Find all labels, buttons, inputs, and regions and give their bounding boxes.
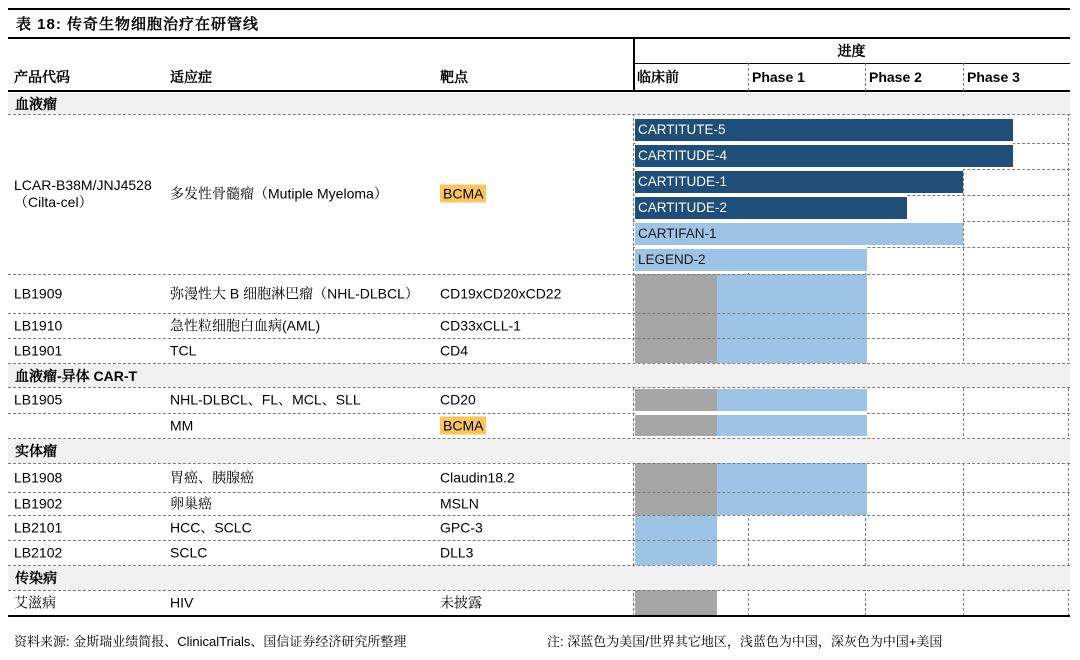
product-code: LB1905: [14, 391, 63, 408]
indication: TCL: [170, 342, 197, 358]
gridline: [8, 438, 1070, 439]
indication: 多发性骨髓瘤（Mutiple Myeloma）: [170, 185, 388, 202]
product-code: LB1910: [14, 317, 63, 333]
gridline: [748, 63, 749, 91]
target: [440, 417, 625, 434]
product-line2: （Cilta-cel）: [14, 194, 93, 210]
section-blood-allo-cart: 血液瘤-异体 CAR-T: [8, 364, 1070, 387]
col-indication: 适应症: [170, 68, 212, 85]
indication: HIV: [170, 594, 194, 611]
table-title: 表 18: 传奇生物细胞治疗在研管线: [16, 16, 260, 33]
product-code: [14, 177, 164, 211]
col-product: 产品代码: [14, 68, 70, 85]
target: CD20: [440, 391, 476, 408]
target: Claudin18.2: [440, 469, 515, 485]
col-preclinical: 临床前: [637, 68, 679, 85]
gridline: [8, 8, 1070, 10]
indication: SCLC: [170, 544, 208, 560]
gridline: [865, 63, 866, 91]
trial-label: CARTITUTE-5: [638, 122, 726, 137]
column-header-row: [0, 63, 1080, 90]
product-code: LB2101: [14, 519, 63, 535]
product-line1: LCAR-B38M/JNJ4528: [14, 177, 152, 193]
gridline: [8, 363, 1070, 364]
trial-label: CARTIFAN-1: [638, 226, 717, 241]
table-row: [0, 590, 1080, 616]
product-code: LB1902: [14, 495, 63, 511]
table-row: [0, 313, 1080, 338]
table-row: [0, 338, 1080, 363]
color-legend-note: 注: 深蓝色为美国/世界其它地区，浅蓝色为中国，深灰色为中国+美国: [547, 634, 943, 649]
target-value-highlighted: BCMA: [440, 416, 486, 434]
indication: 胃癌、胰腺癌: [170, 469, 254, 485]
target: CD19xCD20xCD22: [440, 285, 562, 301]
gridline: [633, 63, 1070, 64]
progress-group-header: 进度: [837, 43, 866, 59]
section-blood-tumor: 血液瘤: [8, 93, 1070, 114]
gridline: [963, 63, 964, 91]
trial-label: CARTITUDE-4: [638, 148, 728, 163]
section-solid-tumor: 实体瘤: [8, 439, 1070, 463]
gridline: [633, 39, 635, 91]
product-code: LB2102: [14, 544, 63, 560]
table-row: [0, 540, 1080, 565]
col-phase3: Phase 3: [967, 68, 1020, 85]
col-phase1: Phase 1: [752, 68, 805, 85]
target: GPC-3: [440, 519, 483, 535]
trial-label: LEGEND-2: [638, 252, 706, 267]
gridline: [8, 37, 1070, 39]
table-row: [0, 492, 1080, 515]
col-target: 靶点: [440, 68, 468, 85]
table-row: [0, 515, 1080, 540]
target: CD33xCLL-1: [440, 317, 521, 333]
table-row: [0, 274, 1080, 313]
table-row: [0, 413, 1080, 438]
target: CD4: [440, 342, 469, 358]
indication: NHL-DLBCL、FL、MCL、SLL: [170, 391, 361, 408]
product-code: LB1909: [14, 285, 63, 301]
product-code: 艾滋病: [14, 594, 56, 611]
table-row: [0, 115, 1080, 273]
table-row: [0, 463, 1080, 492]
target: MSLN: [440, 495, 479, 511]
target-value-highlighted: BCMA: [440, 185, 486, 203]
target: DLL3: [440, 544, 474, 560]
gridline: [8, 615, 1070, 617]
target: 未披露: [440, 594, 482, 611]
gridline: [8, 90, 1070, 92]
trial-label: CARTITUDE-1: [638, 174, 728, 189]
product-code: LB1908: [14, 469, 63, 485]
target: [440, 186, 625, 203]
section-infectious: 传染病: [8, 566, 1070, 590]
source-note: 资料来源: 金斯瑞业绩简报、ClinicalTrials、国信证券经济研究所整理: [14, 634, 407, 649]
gridline: [8, 565, 1070, 566]
indication: 急性粒细胞白血病(AML): [170, 317, 321, 333]
col-phase2: Phase 2: [869, 68, 922, 85]
product-code: LB1901: [14, 342, 63, 358]
trial-label: CARTITUDE-2: [638, 200, 728, 215]
indication: MM: [170, 417, 194, 433]
indication: 卵巢癌: [170, 495, 212, 511]
indication: 弥漫性大 B 细胞淋巴瘤（NHL-DLBCL）: [170, 285, 419, 301]
table-row: [0, 387, 1080, 413]
indication: HCC、SCLC: [170, 519, 252, 535]
